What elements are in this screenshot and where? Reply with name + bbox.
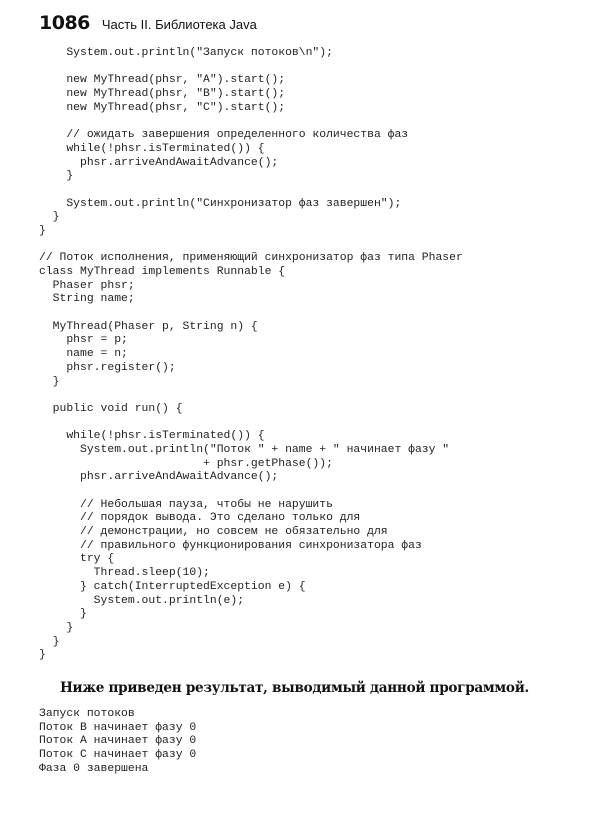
- output-line: Фаза 0 завершена: [39, 762, 149, 775]
- running-title: Часть II. Библиотека Java: [101, 17, 257, 32]
- code-line: }: [39, 621, 74, 634]
- page-number: 1086: [39, 12, 90, 34]
- code-line: new MyThread(phsr, "C").start();: [39, 101, 286, 114]
- output-line: Поток A начинает фазу 0: [39, 735, 197, 748]
- code-line: // правильного функционирования синхронизатора фаз: [39, 539, 422, 552]
- code-line: System.out.println("Поток " + name + " начинает фазу ": [39, 443, 450, 456]
- code-line: name = n;: [39, 348, 128, 361]
- code-line: class MyThread implements Runnable {: [39, 266, 286, 278]
- code-line: String name;: [39, 293, 135, 306]
- output-line: Поток C начинает фазу 0: [39, 749, 197, 762]
- code-line: phsr.arriveAndAwaitAdvance();: [39, 471, 279, 484]
- code-line: System.out.println("Синхронизатор фаз завершен");: [39, 197, 402, 210]
- code-line: Phaser phsr;: [39, 279, 135, 292]
- code-line: [39, 115, 463, 129]
- code-line: + phsr.getPhase());: [39, 457, 333, 470]
- code-line: }: [39, 635, 60, 648]
- code-line: }: [39, 170, 74, 183]
- code-line: System.out.println(e);: [39, 594, 245, 607]
- code-line: phsr.arriveAndAwaitAdvance();: [39, 156, 279, 169]
- code-line: }: [39, 375, 60, 388]
- code-line: phsr = p;: [39, 334, 128, 347]
- code-line: }: [39, 649, 46, 662]
- code-line: [39, 239, 463, 253]
- code-line: // Небольшая пауза, чтобы не нарушить: [39, 498, 333, 511]
- output-line: Запуск потоков: [39, 708, 135, 720]
- code-line: try {: [39, 553, 115, 566]
- page-header: [39, 12, 257, 34]
- code-line: new MyThread(phsr, "A").start();: [39, 74, 286, 87]
- code-line: [39, 307, 463, 321]
- code-line: // ожидать завершения определенного количества фаз: [39, 129, 409, 142]
- code-line: Thread.sleep(10);: [39, 567, 210, 580]
- code-line: // Поток исполнения, применяющий синхронизатор фаз типа Phaser: [39, 252, 463, 265]
- code-line: } catch(InterruptedException e) {: [39, 580, 306, 593]
- code-line: }: [39, 608, 87, 621]
- code-line: [39, 485, 463, 499]
- code-line: new MyThread(phsr, "B").start();: [39, 88, 286, 101]
- program-output: [39, 708, 196, 776]
- code-line: [39, 417, 463, 431]
- code-listing: [39, 47, 463, 663]
- output-line: Поток B начинает фазу 0: [39, 721, 197, 734]
- code-line: phsr.register();: [39, 361, 176, 374]
- code-line: public void run() {: [39, 402, 183, 415]
- body-paragraph: Ниже приведен результат, выводимый данной программой.: [60, 680, 529, 696]
- code-line: MyThread(Phaser p, String n) {: [39, 320, 258, 333]
- code-line: // порядок вывода. Это сделано только для: [39, 512, 361, 525]
- code-line: System.out.println("Запуск потоков\n");: [39, 47, 333, 59]
- code-line: }: [39, 224, 46, 237]
- code-line: }: [39, 211, 60, 224]
- code-line: [39, 61, 463, 75]
- code-line: while(!phsr.isTerminated()) {: [39, 142, 265, 155]
- code-line: [39, 389, 463, 403]
- code-line: while(!phsr.isTerminated()) {: [39, 430, 265, 443]
- code-line: [39, 184, 463, 198]
- code-line: // демонстрации, но совсем не обязательно для: [39, 526, 388, 539]
